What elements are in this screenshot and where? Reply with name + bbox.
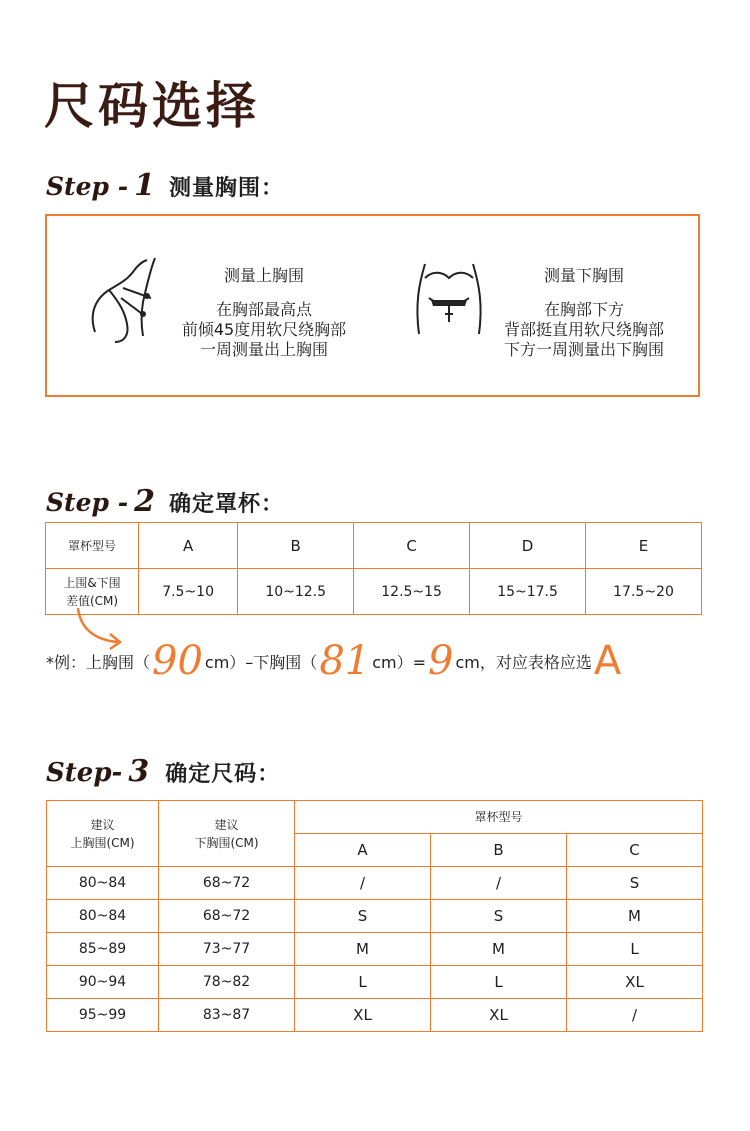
cup-diff-label-line-2: 差值(CM)	[65, 593, 119, 608]
example-mid-2: cm）=	[372, 652, 427, 672]
range-a: 7.5~10	[139, 569, 238, 615]
step-3-title: 确定尺码：	[165, 762, 281, 787]
table-row	[47, 933, 703, 966]
upper-bust-line-1: 在胸部最高点	[215, 300, 312, 319]
range-d: 15~17.5	[470, 569, 586, 615]
row-size-b: L	[431, 966, 567, 999]
step-3-script: Step-	[46, 758, 123, 788]
example-answer: A	[593, 638, 622, 684]
size-table	[46, 800, 703, 1032]
cup-b: B	[238, 523, 354, 569]
cup-c: C	[354, 523, 470, 569]
cup-type-header: 罩杯型号	[295, 801, 703, 834]
row-size-c: L	[567, 933, 703, 966]
table-row	[47, 999, 703, 1032]
row-upper: 80~84	[47, 867, 159, 900]
cup-d: D	[470, 523, 586, 569]
row-upper: 90~94	[47, 966, 159, 999]
upper-bust-title: 测量上胸围	[223, 266, 304, 285]
cup-e: E	[586, 523, 702, 569]
row-size-b: S	[431, 900, 567, 933]
row-size-a: /	[295, 867, 431, 900]
lower-bust-line-3: 下方一周测量出下胸围	[503, 340, 664, 359]
row-size-a: M	[295, 933, 431, 966]
example-suffix: cm，对应表格应选	[455, 652, 592, 672]
cup-table-header-row	[46, 523, 702, 569]
size-cup-a: A	[295, 834, 431, 867]
cup-a: A	[139, 523, 238, 569]
step-2-number: 2	[134, 484, 155, 519]
lower-bust-instructions	[479, 266, 689, 360]
range-e: 17.5~20	[586, 569, 702, 615]
col-lower-bust-header	[159, 801, 295, 867]
lower-bust-title: 测量下胸围	[543, 266, 624, 285]
lower-bust-figure-icon	[409, 254, 489, 344]
row-size-a: L	[295, 966, 431, 999]
row-lower: 78~82	[159, 966, 295, 999]
example-upper-value: 90	[152, 638, 203, 684]
lower-bust-line-2: 背部挺直用软尺绕胸部	[503, 320, 664, 339]
range-b: 10~12.5	[238, 569, 354, 615]
step-2-heading	[46, 484, 284, 524]
example-mid-1: cm）–下胸围（	[204, 652, 318, 672]
step-2-title: 确定罩杯：	[168, 492, 284, 517]
range-c: 12.5~15	[354, 569, 470, 615]
col-lower-bust-header-line-2: 下胸围(CM)	[194, 835, 259, 850]
table-row	[47, 900, 703, 933]
row-size-c: S	[567, 867, 703, 900]
row-size-c: M	[567, 900, 703, 933]
table-row	[47, 966, 703, 999]
row-lower: 68~72	[159, 867, 295, 900]
step-1-title: 测量胸围：	[168, 176, 284, 201]
table-row	[47, 867, 703, 900]
row-size-c: XL	[567, 966, 703, 999]
col-upper-bust-header	[47, 801, 159, 867]
row-upper: 95~99	[47, 999, 159, 1032]
step-3-heading	[46, 754, 280, 794]
example-prefix: *例：上胸围（	[46, 652, 151, 672]
row-lower: 68~72	[159, 900, 295, 933]
col-upper-bust-header-line-2: 上胸围(CM)	[70, 835, 135, 850]
measure-box	[45, 214, 700, 397]
upper-bust-line-2: 前倾45度用软尺绕胸部	[181, 320, 347, 339]
lower-bust-line-1: 在胸部下方	[543, 300, 624, 319]
row-size-b: /	[431, 867, 567, 900]
col-upper-bust-header-line-1: 建议	[90, 817, 115, 832]
cup-table	[45, 522, 702, 615]
row-size-c: /	[567, 999, 703, 1032]
upper-bust-figure-icon	[85, 254, 165, 344]
row-upper: 80~84	[47, 900, 159, 933]
size-cup-c: C	[567, 834, 703, 867]
row-size-a: XL	[295, 999, 431, 1032]
cup-table-range-row	[46, 569, 702, 615]
cup-header-label: 罩杯型号	[46, 523, 139, 569]
row-lower: 73~77	[159, 933, 295, 966]
row-upper: 85~89	[47, 933, 159, 966]
page-title: 尺码选择	[44, 77, 260, 135]
example-diff-value: 9	[428, 638, 454, 684]
row-size-a: S	[295, 900, 431, 933]
step-1-heading	[46, 168, 284, 208]
upper-bust-line-3: 一周测量出上胸围	[199, 340, 328, 359]
row-lower: 83~87	[159, 999, 295, 1032]
row-size-b: M	[431, 933, 567, 966]
step-2-script: Step -	[46, 488, 129, 517]
step-3-number: 3	[128, 754, 150, 789]
cup-diff-label-line-1: 上围&下围	[63, 575, 121, 590]
upper-bust-instructions	[159, 266, 369, 360]
step-1-script: Step -	[46, 172, 129, 201]
step-1-number: 1	[134, 168, 155, 203]
row-size-b: XL	[431, 999, 567, 1032]
col-lower-bust-header-line-1: 建议	[214, 817, 239, 832]
example-lower-value: 81	[319, 638, 371, 684]
size-table-header-row-1	[47, 801, 703, 834]
example-line	[46, 636, 623, 686]
size-cup-b: B	[431, 834, 567, 867]
